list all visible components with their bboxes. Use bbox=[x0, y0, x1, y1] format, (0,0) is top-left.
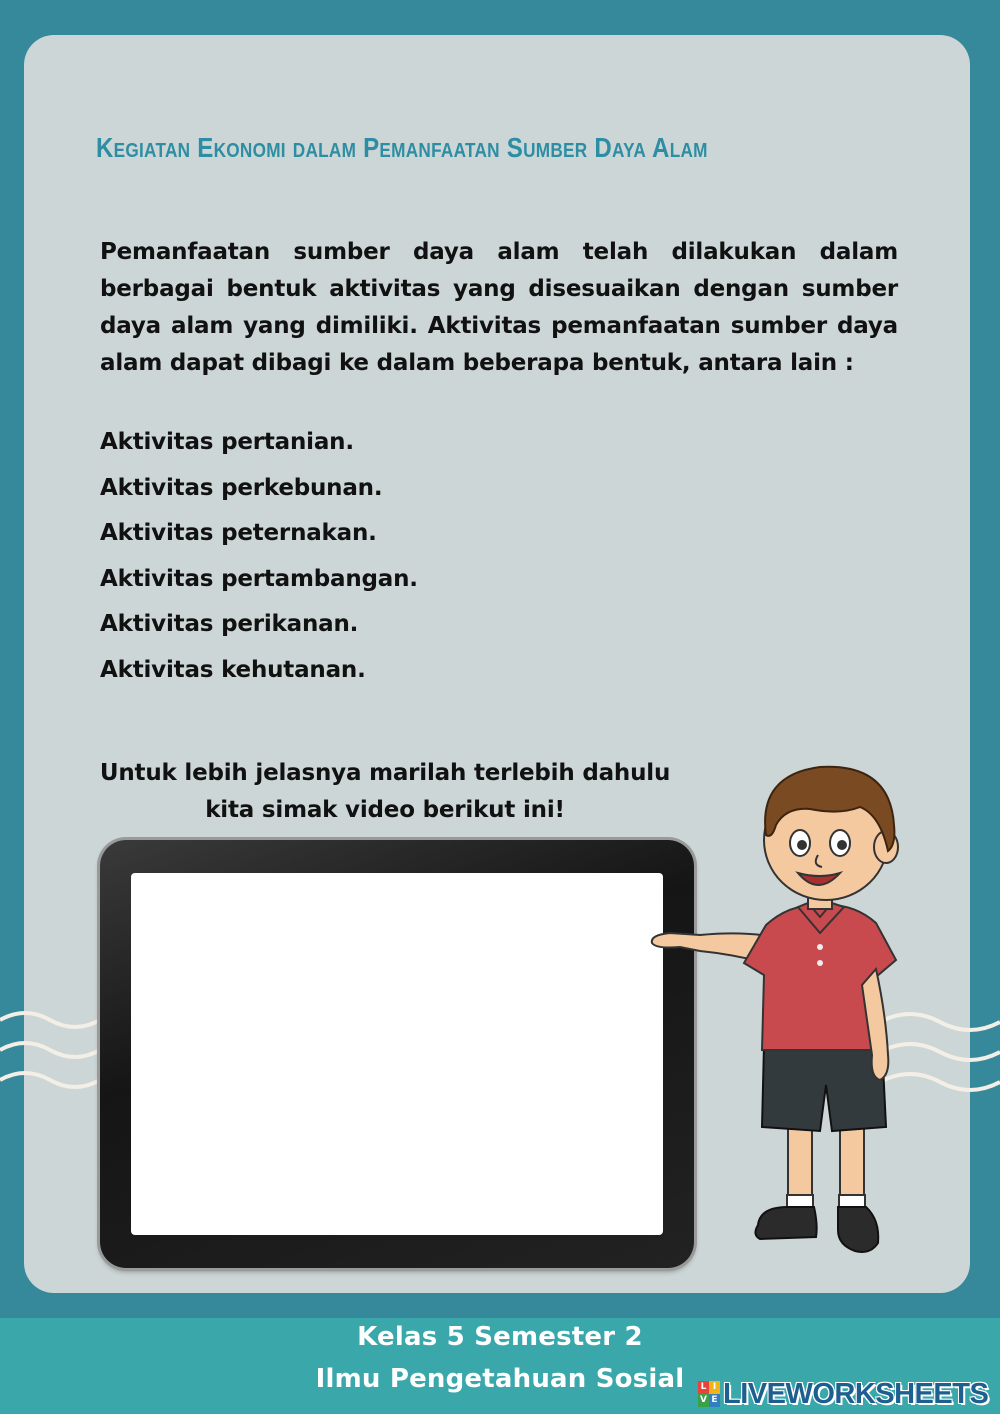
list-item: Aktivitas perkebunan. bbox=[100, 474, 383, 501]
logo-badge-letter: L bbox=[698, 1381, 709, 1394]
logo-text: LIVEWORKSHEETS bbox=[723, 1377, 989, 1410]
tablet-frame bbox=[100, 840, 694, 1268]
logo-badge-letter: V bbox=[698, 1394, 709, 1407]
activity-list bbox=[100, 420, 418, 693]
page-title: Kegiatan Ekonomi dalam Pemanfaatan Sumber Daya Alam bbox=[96, 132, 708, 163]
footer-subject: Ilmu Pengetahuan Sosial bbox=[315, 1364, 685, 1394]
list-item: Aktivitas peternakan. bbox=[100, 520, 377, 546]
footer-class: Kelas 5 Semester 2 bbox=[357, 1322, 643, 1352]
list-item: Aktivitas pertanian. bbox=[100, 429, 354, 455]
list-item: Aktivitas kehutanan. bbox=[100, 656, 366, 683]
intro-paragraph: Pemanfaatan sumber daya alam telah dilakukan dalam berbagai bentuk aktivitas yang disesuaikan dengan sumber daya alam yang dimiliki. Aktivitas pemanfaatan sumber daya alam dapat dibagi ke dalam beberapa bentuk, antara lain : bbox=[100, 239, 898, 376]
boy-illustration bbox=[640, 755, 910, 1275]
video-screen[interactable] bbox=[131, 873, 663, 1235]
logo-badge-letter: I bbox=[709, 1381, 720, 1394]
list-item: Aktivitas pertambangan. bbox=[100, 565, 418, 592]
video-prompt bbox=[90, 755, 680, 829]
video-prompt-line2: kita simak video berikut ini! bbox=[205, 797, 565, 823]
list-item: Aktivitas perikanan. bbox=[100, 611, 359, 637]
logo-badge-letter: E bbox=[709, 1394, 720, 1407]
liveworksheets-logo[interactable] bbox=[698, 1378, 988, 1410]
logo-badge bbox=[698, 1381, 720, 1407]
video-prompt-line1: Untuk lebih jelasnya marilah terlebih dahulu bbox=[99, 760, 671, 786]
